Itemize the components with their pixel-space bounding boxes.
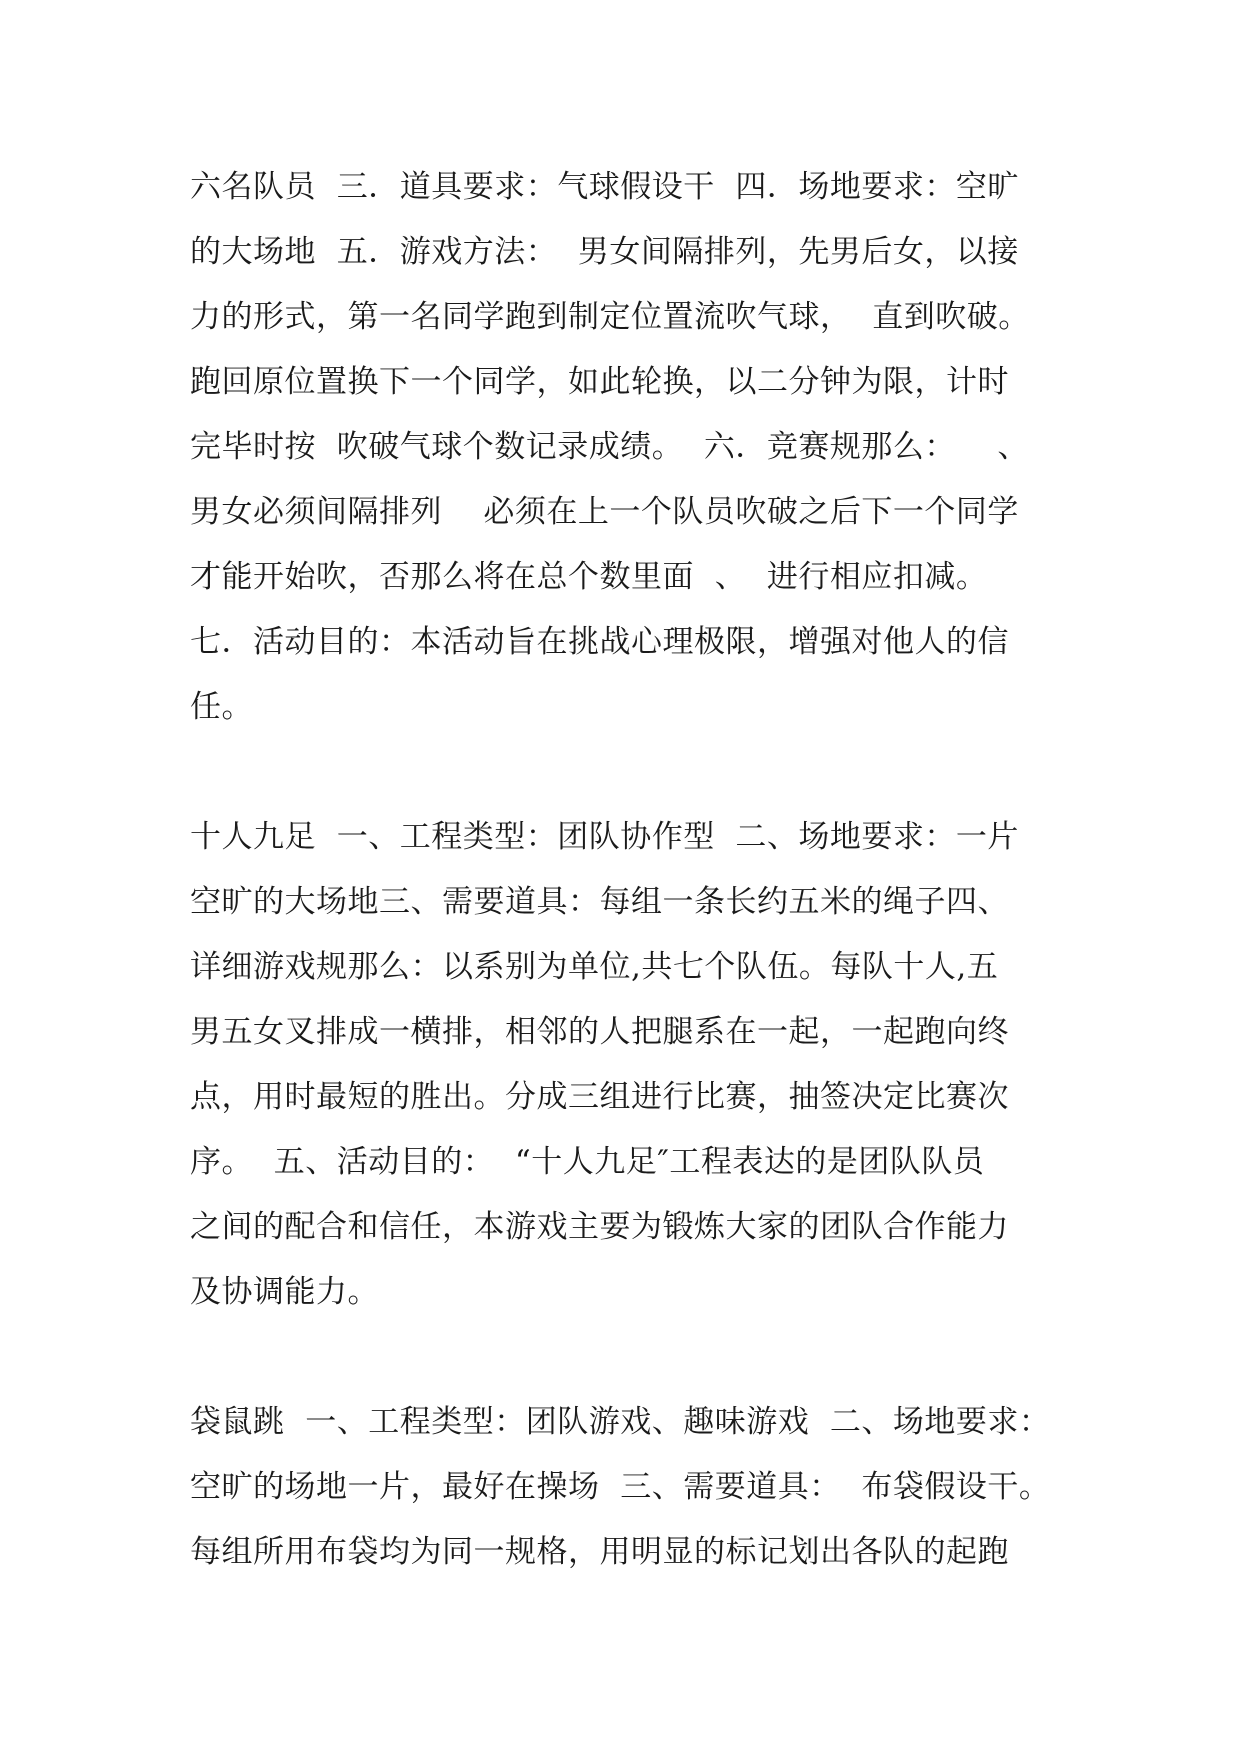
text-line: 才能开始吹，否那么将在总个数里面 、 进行相应扣减。 (190, 559, 988, 595)
text-line: 力的形式，第一名同学跑到制定位置流吹气球， 直到吹破。 (190, 299, 1030, 335)
text-line: 跑回原位置换下一个同学，如此轮换，以二分钟为限，计时 (190, 364, 1009, 400)
text-line: 袋鼠跳 一、工程类型：团队游戏、趣味游戏 二、场地要求： (190, 1404, 1051, 1440)
paragraph-spacer (190, 740, 1060, 805)
text-line: 序。 五、活动目的： “十人九足″工程表达的是团队队员 (190, 1144, 985, 1180)
paragraph-ten-people-nine-legs (190, 805, 1060, 1325)
paragraph-balloon-game (190, 155, 1060, 740)
text-line: 六名队员 三．道具要求：气球假设干 四．场地要求：空旷 (190, 169, 1019, 205)
paragraph-spacer (190, 1325, 1060, 1390)
text-line: 十人九足 一、工程类型：团队协作型 二、场地要求：一片 (190, 819, 1019, 855)
paragraph-kangaroo-jump (190, 1390, 1060, 1585)
text-line: 及协调能力。 (190, 1274, 379, 1310)
text-line: 空旷的场地一片，最好在操场 三、需要道具： 布袋假设干。 (190, 1469, 1051, 1505)
text-line: 任。 (190, 689, 253, 725)
text-line: 每组所用布袋均为同一规格，用明显的标记划出各队的起跑 (190, 1534, 1009, 1570)
text-line: 的大场地 五．游戏方法： 男女间隔排列，先男后女，以接 (190, 234, 1019, 270)
text-line: 男女必须间隔排列 必须在上一个队员吹破之后下一个同学 (190, 494, 1019, 530)
document-page (190, 155, 1060, 1585)
text-line: 完毕时按 吹破气球个数记录成绩。 六．竞赛规那么： 、 (190, 429, 1029, 465)
text-line: 七．活动目的：本活动旨在挑战心理极限，增强对他人的信 (190, 624, 1009, 660)
text-line: 空旷的大场地三、需要道具：每组一条长约五米的绳子四、 (190, 884, 1009, 920)
text-line: 详细游戏规那么：以系别为单位,共七个队伍。每队十人,五 (190, 949, 999, 985)
text-line: 男五女叉排成一横排，相邻的人把腿系在一起，一起跑向终 (190, 1014, 1009, 1050)
text-line: 点，用时最短的胜出。分成三组进行比赛，抽签决定比赛次 (190, 1079, 1009, 1115)
text-line: 之间的配合和信任，本游戏主要为锻炼大家的团队合作能力 (190, 1209, 1009, 1245)
